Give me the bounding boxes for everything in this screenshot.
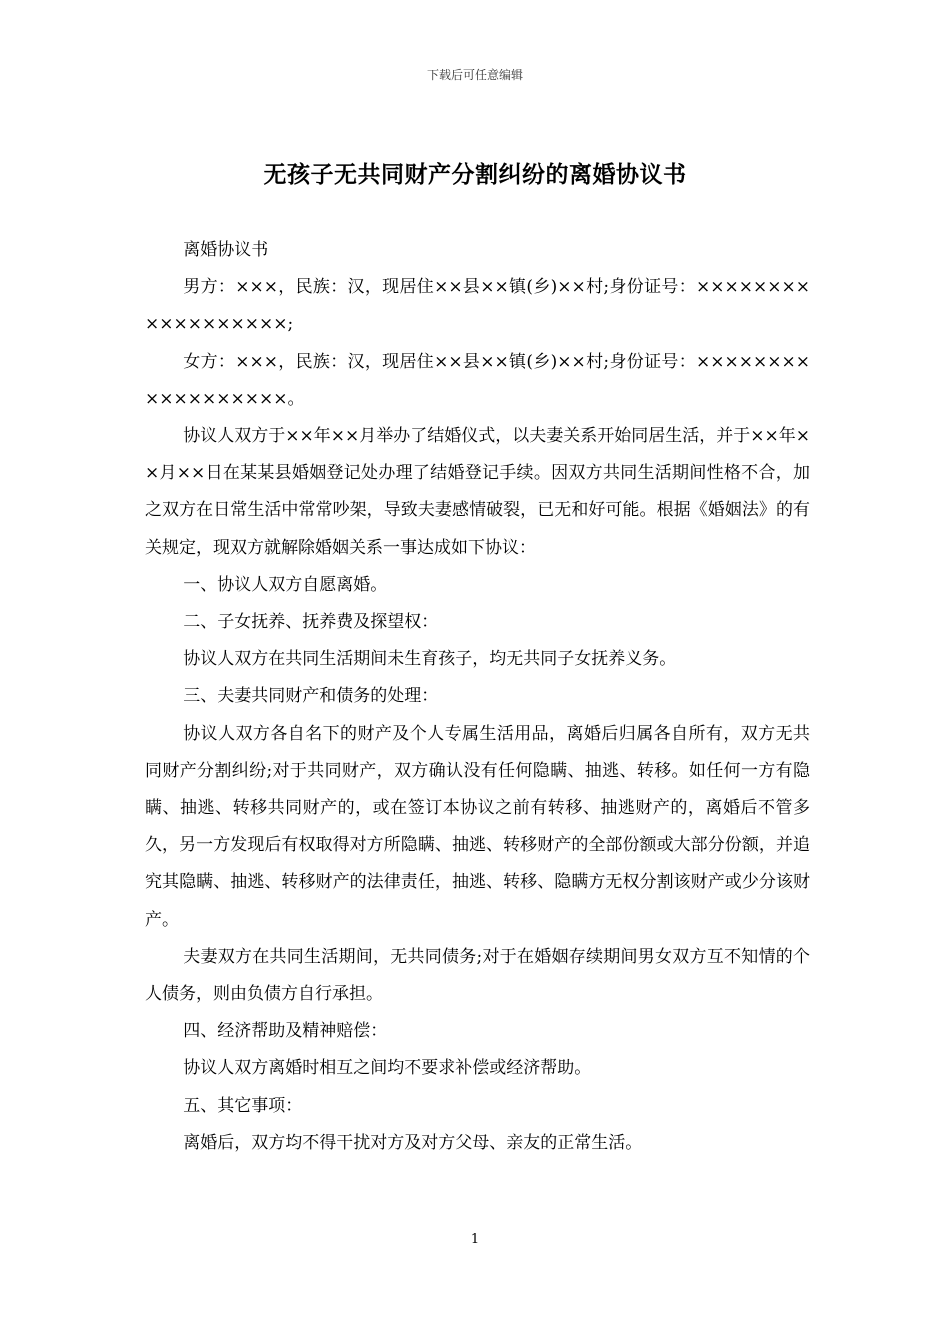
clause-5-body: 离婚后，双方均不得干扰对方及对方父母、亲友的正常生活。 (183, 1132, 643, 1153)
document-body (145, 232, 810, 1162)
clause-2-heading: 二、子女抚养、抚养费及探望权： (183, 612, 439, 633)
clause-3-heading: 三、夫妻共同财产和债务的处理： (183, 686, 439, 707)
clause-4-body: 协议人双方离婚时相互之间均不要求补偿或经济帮助。 (183, 1058, 592, 1079)
header-note: 下载后可任意编辑 (426, 68, 523, 82)
paragraph-heading: 离婚协议书 (183, 240, 269, 260)
paragraph-male-party: 男方：×××，民族：汉，现居住××县××镇(乡)××村;身份证号：××××××××××××××××××; (145, 277, 810, 335)
page-number: 1 (470, 1232, 480, 1247)
clause-3-property: 协议人双方各自名下的财产及个人专属生活用品，离婚后归属各自所有，双方无共同财产分割纠纷;对于共同财产，双方确认没有任何隐瞒、抽逃、转移。如任何一方有隐瞒、抽逃、转移共同财产的，或在签订本协议之前有转移、抽逃财产的，离婚后不管多久，另一方发现后有权取得对方所隐瞒、抽逃、转移财产的全部份额或大部分份额，并追究其隐瞒、抽逃、转移财产的法律责任，抽逃、转移、隐瞒方无权分割该财产或少分该财产。 (145, 723, 810, 930)
clause-2-body: 协议人双方在共同生活期间未生育孩子，均无共同子女抚养义务。 (183, 649, 677, 670)
document-title: 无孩子无共同财产分割纠纷的离婚协议书 (263, 161, 687, 188)
clause-1: 一、协议人双方自愿离婚。 (183, 574, 388, 595)
clause-5-heading: 五、其它事项： (183, 1095, 303, 1116)
clause-4-heading: 四、经济帮助及精神赔偿： (183, 1021, 388, 1042)
paragraph-female-party: 女方：×××，民族：汉，现居住××县××镇(乡)××村;身份证号：××××××××××××××××××。 (145, 351, 810, 409)
paragraph-background: 协议人双方于××年××月举办了结婚仪式，以夫妻关系开始同居生活，并于××年××月××日在某某县婚姻登记处办理了结婚登记手续。因双方共同生活期间性格不合，加之双方在日常生活中常常吵架，导致夫妻感情破裂，已无和好可能。根据《婚姻法》的有关规定，现双方就解除婚姻关系一事达成如下协议： (145, 426, 810, 558)
clause-3-debts: 夫妻双方在共同生活期间，无共同债务;对于在婚姻存续期间男女双方互不知情的个人债务，则由负债方自行承担。 (145, 946, 810, 1005)
